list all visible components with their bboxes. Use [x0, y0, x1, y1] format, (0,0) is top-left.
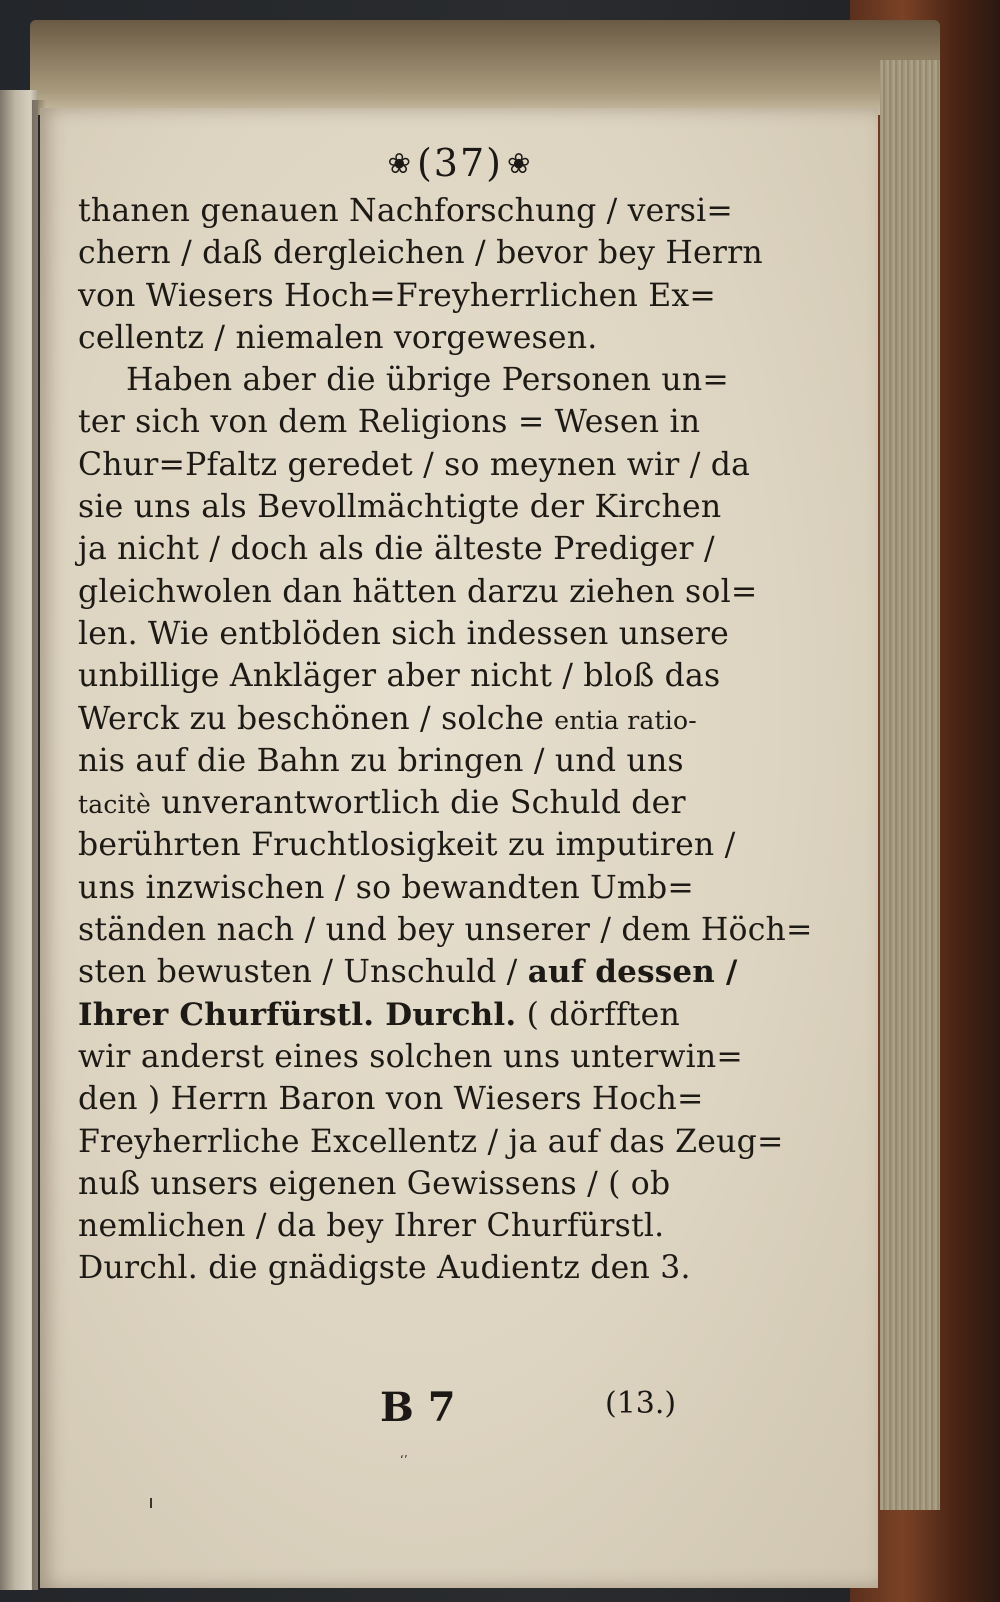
page-stack-top-edge [30, 20, 940, 115]
text-line: nuß unsers eigenen Gewissens / ( ob [78, 1165, 671, 1202]
page-header [330, 138, 590, 188]
body-text [78, 190, 813, 1290]
text-line: gleichwolen dan hätten darzu ziehen sol= [78, 573, 758, 610]
text-line: Haben aber die übrige Personen un= [126, 362, 729, 399]
text-line: Durchl. die gnädigste Audientz den 3. [78, 1250, 691, 1287]
text-segment: ( dörfften [526, 996, 681, 1033]
book-page [40, 108, 878, 1588]
text-line: len. Wie entblöden sich indessen unsere [78, 615, 729, 652]
page-stack-fore-edge [880, 60, 940, 1510]
text-line: nemlichen / da bey Ihrer Churfürstl. [78, 1208, 665, 1245]
text-line: unbillige Ankläger aber nicht / bloß das [78, 658, 721, 695]
bold-phrase: auf dessen / [527, 954, 738, 991]
text-line [78, 994, 778, 1036]
bold-phrase: Ihrer Churfürstl. Durchl. [78, 996, 517, 1033]
text-line [78, 782, 778, 824]
fleuron-icon: ❀ [507, 146, 533, 180]
text-line: von Wiesers Hoch=Freyherrlichen Ex= [78, 277, 716, 314]
text-line: Chur=Pfaltz geredet / so meynen wir / da [78, 446, 751, 483]
text-line: den ) Herrn Baron von Wiesers Hoch= [78, 1081, 704, 1118]
latin-phrase: tacitè [78, 790, 151, 820]
text-segment: unverantwortlich die Schuld der [161, 785, 686, 822]
text-line: berührten Fruchtlosigkeit zu imputiren / [78, 827, 736, 864]
fleuron-icon: ❀ [387, 146, 413, 180]
text-line: Freyherrliche Excellentz / ja auf das Zeug= [78, 1123, 784, 1160]
text-line: sie uns als Bevollmächtigte der Kirchen [78, 489, 722, 526]
text-line: chern / daß dergleichen / bevor bey Herrn [78, 235, 763, 272]
text-line: wir anderst eines solchen uns unterwin= [78, 1038, 743, 1075]
text-line: uns inzwischen / so bewandten Umb= [78, 869, 694, 906]
signature-mark: B 7 [380, 1384, 456, 1431]
ink-speck [150, 1498, 152, 1508]
latin-phrase: entia ratio- [554, 705, 697, 735]
text-line [78, 698, 778, 740]
text-line [78, 951, 778, 993]
text-line: ja nicht / doch als die älteste Prediger / [78, 531, 715, 568]
text-line: thanen genauen Nachforschung / versi= [78, 193, 734, 229]
text-segment: sten bewusten / Unschuld / [78, 954, 518, 991]
text-line: ständen nach / und bey unserer / dem Höch= [78, 912, 813, 949]
text-line: cellentz / niemalen vorgewesen. [78, 319, 598, 356]
catchword: (13.) [605, 1386, 677, 1421]
page-footer [380, 1384, 720, 1434]
text-line: nis auf die Bahn zu bringen / und uns [78, 742, 684, 779]
ink-mark: ‘’ [400, 1453, 408, 1467]
text-line: ter sich von dem Religions = Wesen in [78, 404, 701, 441]
page-number: (37) [416, 141, 503, 185]
text-segment: Werck zu beschönen / solche [78, 700, 545, 737]
